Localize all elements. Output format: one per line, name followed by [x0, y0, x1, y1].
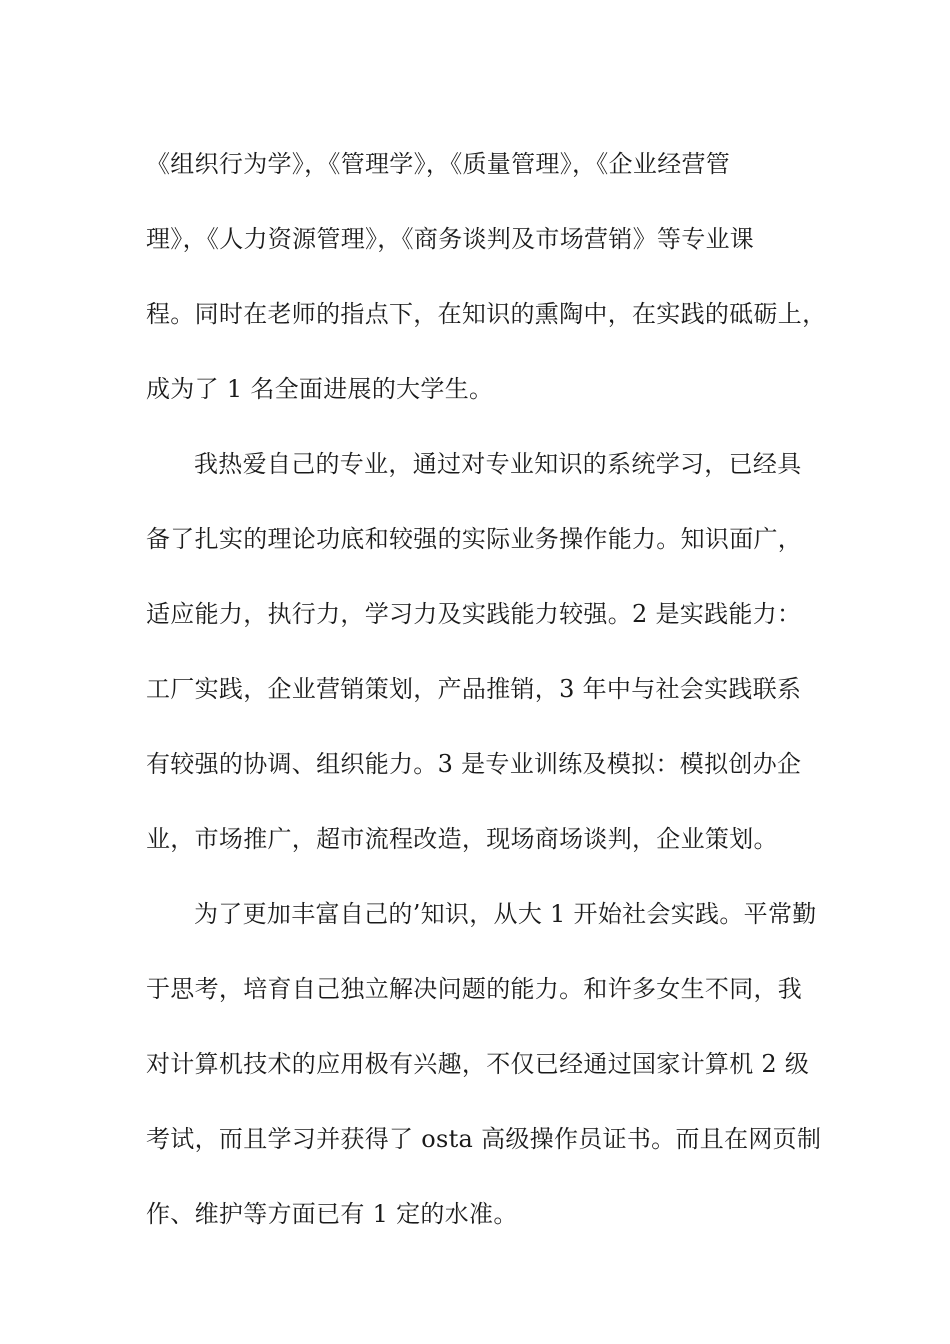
- text-line: 有较强的协调、组织能力。3 是专业训练及模拟：模拟创办企: [146, 750, 802, 778]
- text-line: 理》，《人力资源管理》，《商务谈判及市场营销》等专业课: [146, 225, 755, 253]
- text-line: 《组织行为学》，《管理学》，《质量管理》，《企业经营管: [146, 150, 731, 178]
- text-line: 备了扎实的理论功底和较强的实际业务操作能力。知识面广，: [146, 525, 803, 553]
- text-line: 于思考，培育自己独立解决问题的能力。和许多女生不同，我: [146, 975, 803, 1003]
- text-line: 作、维护等方面已有 1 定的水准。: [146, 1200, 518, 1228]
- paragraph-first-line: 为了更加丰富自己的’知识，从大 1 开始社会实践。平常勤: [194, 900, 817, 928]
- text-line: 业，市场推广，超市流程改造，现场商场谈判，企业策划。: [146, 825, 778, 853]
- paragraph-first-line: 我热爱自己的专业，通过对专业知识的系统学习，已经具: [194, 450, 802, 478]
- text-line: 对计算机技术的应用极有兴趣，不仅已经通过国家计算机 2 级: [146, 1050, 810, 1078]
- text-line: 程。同时在老师的指点下，在知识的熏陶中，在实践的砥砺上，: [146, 300, 827, 328]
- text-line: 适应能力，执行力，学习力及实践能力较强。2 是实践能力：: [146, 600, 802, 628]
- text-line: 工厂实践，企业营销策划，产品推销，3 年中与社会实践联系: [146, 675, 802, 703]
- text-line: 考试，而且学习并获得了 osta 高级操作员证书。而且在网页制: [146, 1125, 822, 1153]
- document-body: [146, 127, 826, 1252]
- text-line: 成为了 1 名全面进展的大学生。: [146, 375, 494, 403]
